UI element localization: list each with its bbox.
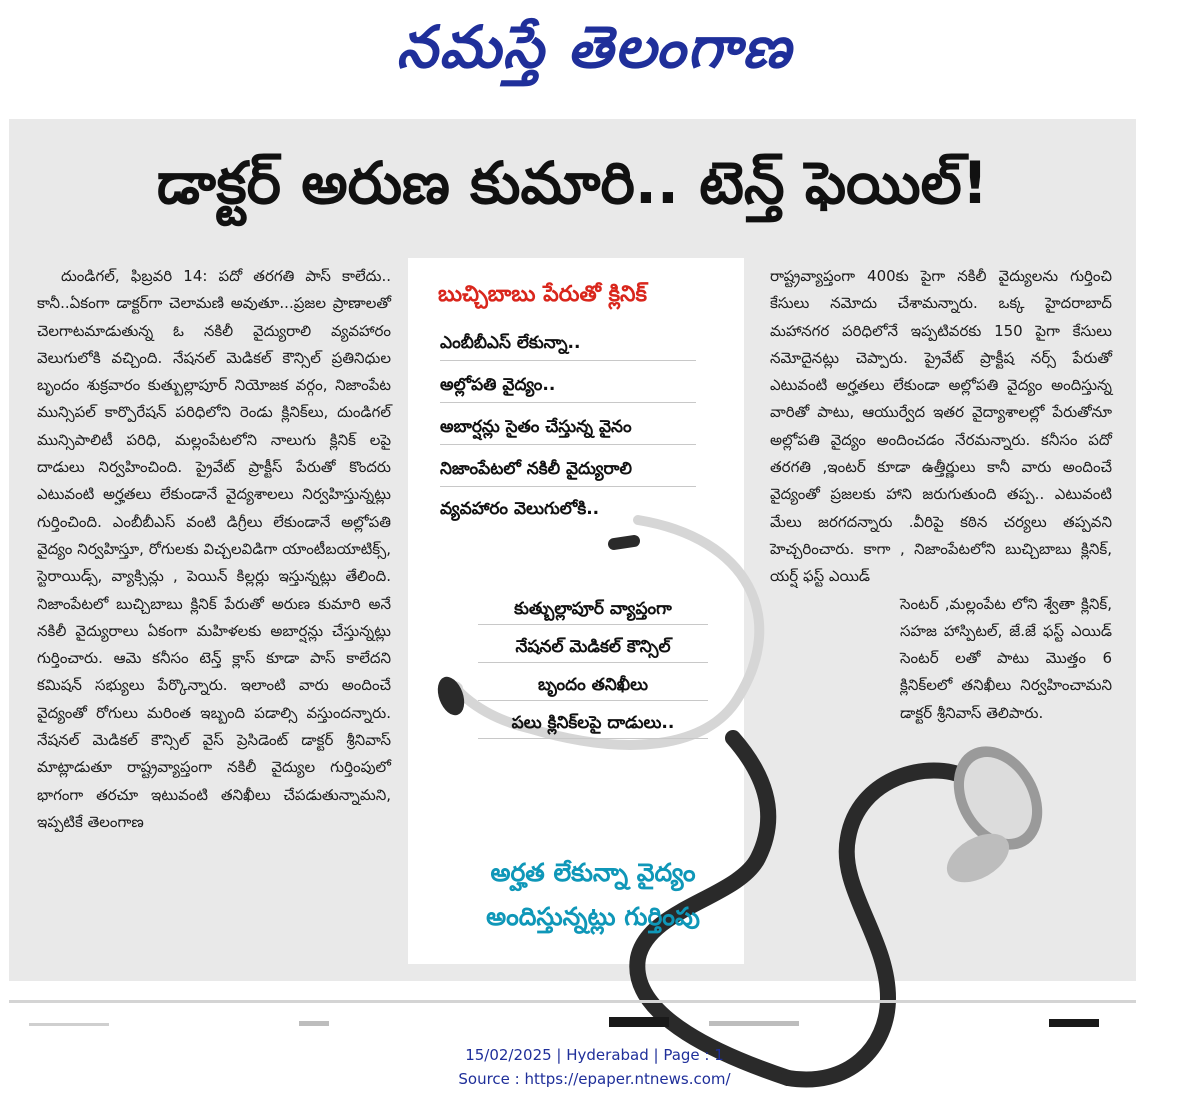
teal-highlight-line: అందిస్తున్నట్లు గుర్తింపు <box>486 902 700 931</box>
right-column-tail: సెంటర్ ,మల్లంపేట లోని శ్వేతా క్లినిక్, సహజ హాస్పిటల్, జే.జే ఫస్ట్ ఎయిడ్ సెంటర్ లతో పాటు మొత్తం 6 క్లినిక్‌లలో తనిఖీలు నిర్వహించామని డాక్టర్ శ్రీనివాస్ తెలిపారు. <box>900 594 1112 722</box>
footer-date-line: 15/02/2025 | Hyderabad | Page : 1 <box>465 1046 724 1064</box>
pull-quote-line: నేషనల్ మెడికల్ కౌన్సిల్ <box>478 632 708 663</box>
pull-quote-line: పలు క్లినిక్‌లపై దాడులు.. <box>478 708 708 739</box>
kicker: బుచ్చిబాబు పేరుతో క్లినిక్ <box>438 282 647 307</box>
center-panel <box>408 258 744 964</box>
bottom-rule <box>9 1000 1136 1003</box>
deck-line: నిజాంపేటలో నకిలీ వైద్యురాలి <box>440 452 696 487</box>
right-column-text: రాష్ట్రవ్యాప్తంగా 400కు పైగా నకిలీ వైద్యులను గుర్తించి కేసులు నమోదు చేశామన్నారు. ఒక్క హైదరాబాద్ మహానగర పరిధిలోనే ఇప్పటివరకు 150 పైగా కేసులు నమోదైనట్లు చెప్పారు. ప్రైవేట్ ప్రాక్టీష నర్స్ పేరుతో ఎటువంటి అర్హతలు లేకుండా అల్లోపతి వైద్యం అందిస్తున్న వారితో పాటు, ఆయుర్వేద ఇతర వైద్యాశాలల్లో పేరుతోనూ అల్లోపతి వైద్యం అందించడం నేరమన్నారు. కనీసం పదో తరగతి ,ఇంటర్ కూడా ఉత్తీర్ణులు కానీ వారు అందించే వైద్యంతో ప్రజలకు హాని జరుగుతుంది తప్ప.. ఎటువంటి మేలు జరగదన్నారు .వీరిపై కఠిన చర్యలు తప్పవని హెచ్చరించారు. కాగా , నిజాంపేటలోని బుచ్చిబాబు క్లినిక్, యర్ష్ ఫస్ట్ ఎయిడ్ <box>770 267 1112 586</box>
cut-off-text-fragment <box>9 1017 1136 1029</box>
footer-source-line: Source : https://epaper.ntnews.com/ <box>458 1070 731 1088</box>
deck-line: అబార్షన్లు సైతం చేస్తున్న వైనం <box>440 410 696 445</box>
masthead-logo: నమస్తే తెలంగాణ <box>396 13 793 81</box>
teal-highlight-line: అర్హత లేకున్నా వైద్యం <box>490 858 696 887</box>
news-clipping <box>9 119 1136 981</box>
deck-line: అల్లోపతి వైద్యం.. <box>440 368 696 403</box>
headline: డాక్టర్ అరుణ కుమారి.. టెన్త్ ఫెయిల్! <box>156 149 989 217</box>
pull-quote-line: బృందం తనిఖీలు <box>478 670 708 701</box>
deck-line: ఎంబీబీఎస్ లేకున్నా.. <box>440 326 696 361</box>
left-column-text: దుండిగల్, ఫిబ్రవరి 14: పదో తరగతి పాస్ కాలేదు.. కానీ..ఏకంగా డాక్టర్‌గా చెలామణి అవుతూ...ప్రజల ప్రాణాలతో చెలగాటమాడుతున్న ఓ నకిలీ వైద్యురాలి వ్యవహారం వెలుగులోకి వచ్చింది. నేషనల్ మెడికల్ కౌన్సిల్ ప్రతినిధుల బృందం శుక్రవారం కుత్బుల్లాపూర్ నియోజక వర్గం, నిజాంపేట మున్సిపల్ కార్పొరేషన్ పరిధిలోని రెండు క్లినిక్‌లు, దుండిగల్ మున్సిపాలిటీ పరిధి, మల్లంపేటలోని నాలుగు క్లినిక్ లపై దాడులు నిర్వహించింది. ప్రైవేట్ ప్రాక్టీస్ పేరుతో కొందరు ఎటువంటి అర్హతలు లేకుండానే వైద్యశాలలు నిర్వహిస్తున్నట్లు గుర్తించింది. ఎంబీబీఎస్ వంటి డిగ్రీలు లేకుండానే అల్లోపతి వైద్యం నిర్వహిస్తూ, రోగులకు విచ్చలవిడిగా యాంటీబయాటిక్స్, స్టెరాయిడ్స్, వ్యాక్సిన్లు , పెయిన్ కిల్లర్లు ఇస్తున్నట్లు తేలింది. నిజాంపేటలో బుచ్చిబాబు క్లినిక్ పేరుతో అరుణ కుమారి అనే నకిలీ వైద్యురాలు ఏకంగా మహిళలకు అబార్షన్లు చేస్తున్నట్లు గుర్తించారు. ఆమె కనీసం టెన్త్ క్లాస్ కూడా పాస్ కాలేదని కమిషన్ సభ్యులు పేర్కొన్నారు. ఇలాంటి వారు అందించే వైద్యంతో రోగులు మరింత ఇబ్బంది పడాల్సి వస్తుందన్నారు. నేషనల్ మెడికల్ కౌన్సిల్ వైస్ ప్రెసిడెంట్ డాక్టర్ శ్రీనివాస్ మాట్లాడుతూ రాష్ట్రవ్యాప్తంగా నకిలీ వైద్యుల గుర్తింపులో భాగంగా తరచూ ఇటువంటి తనిఖీలు చేపడుతున్నామని, ఇప్పటికే తెలంగాణ <box>37 267 391 831</box>
deck-line: వ్యవహారం వెలుగులోకి.. <box>440 499 600 519</box>
left-column <box>37 263 391 836</box>
pull-quote-line: కుత్బుల్లాపూర్ వ్యాప్తంగా <box>478 594 708 625</box>
